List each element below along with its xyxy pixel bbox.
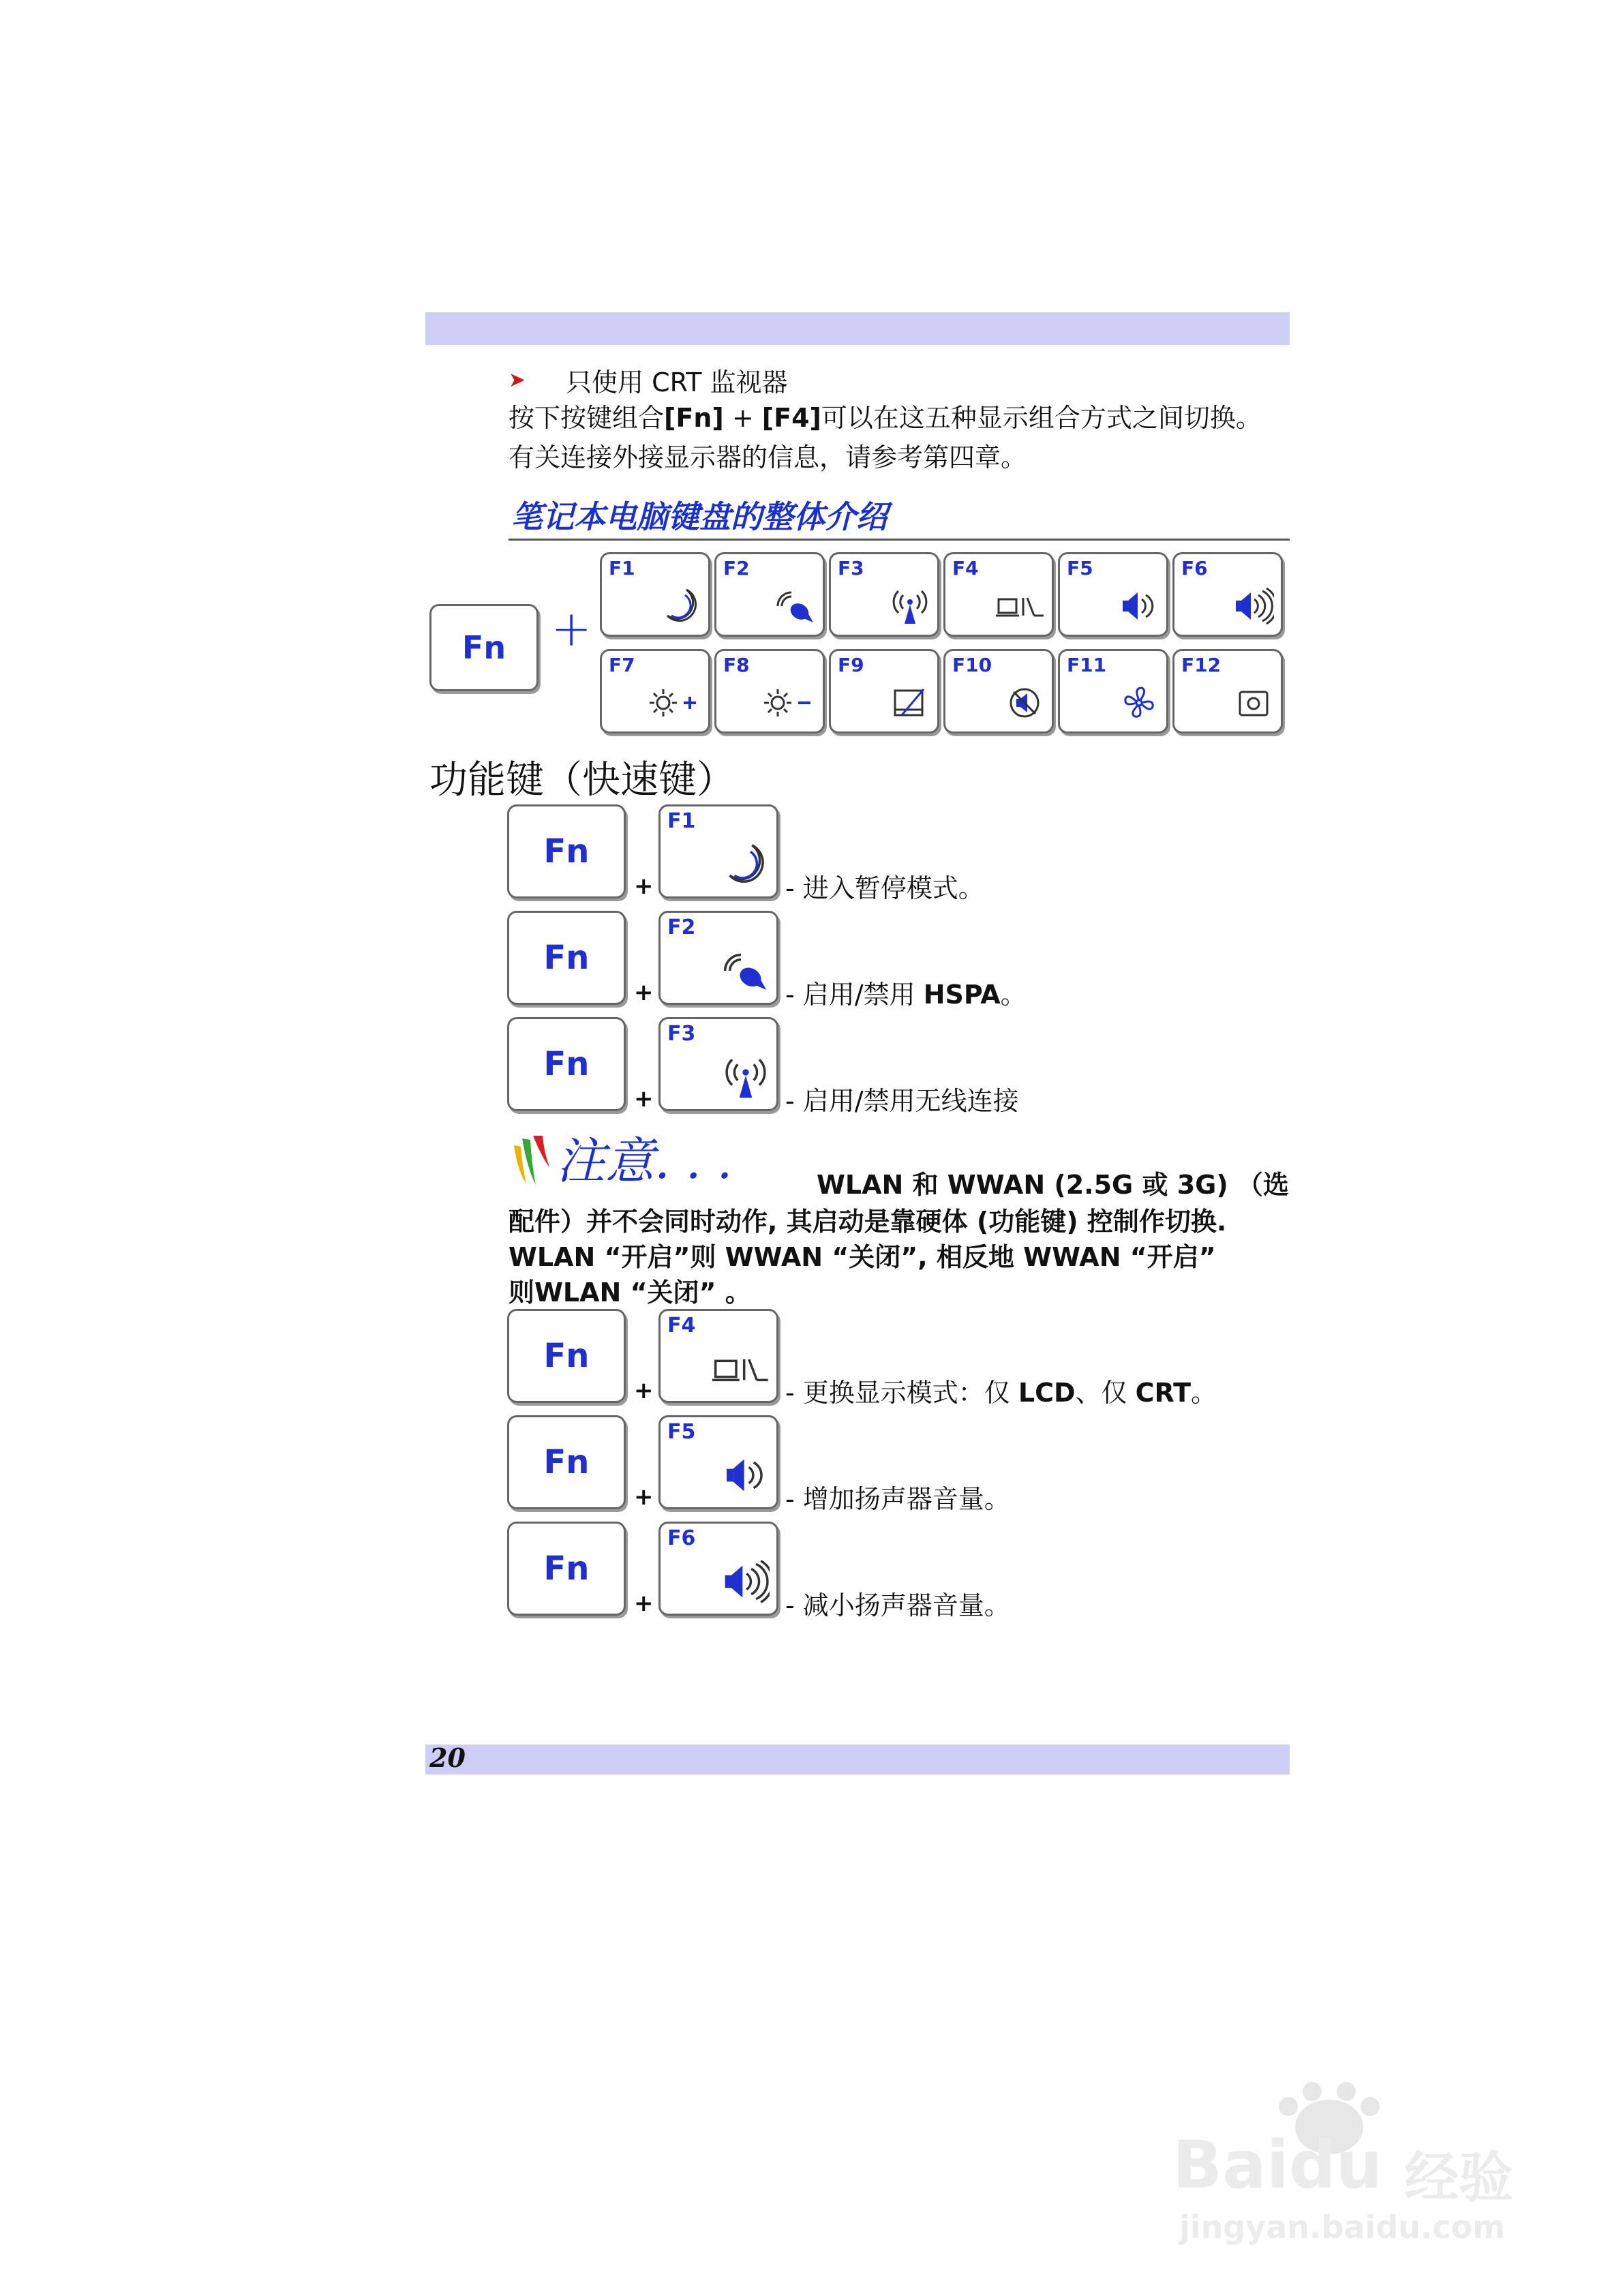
key-label: F5 (1067, 557, 1093, 579)
key-label: F2 (667, 916, 696, 939)
note-line-4: 则WLAN “关闭” 。 (509, 1278, 751, 1308)
fn-key-label: Fn (543, 1045, 590, 1083)
fn-key-label: Fn (543, 939, 590, 977)
description-part: CRT (1135, 1378, 1191, 1408)
note-logo-text: 注意. . . (556, 1132, 733, 1190)
overview-key-f9 (829, 649, 939, 734)
fn-key-label: Fn (543, 832, 590, 871)
note-line-2: 配件）并不会同时动作, 其启动是靠硬体 (功能键) 控制作切换. (509, 1207, 1227, 1237)
description-part: HSPA (923, 980, 1001, 1010)
overview-key-f3 (829, 552, 939, 637)
note-line-3: WLAN “开启”则 WWAN “关闭”, 相反地 WWAN “开启” (509, 1242, 1216, 1272)
speaker-low-icon (722, 1451, 770, 1502)
combo-key-f4 (658, 1309, 778, 1403)
wireless-icon (722, 1053, 770, 1104)
key-label: F11 (1067, 654, 1107, 676)
watermark-url: jingyan.baidu.com (1179, 2209, 1506, 2246)
combo-key-f2 (658, 911, 778, 1005)
key-label: F8 (723, 654, 750, 676)
combo-key-f6 (658, 1522, 778, 1616)
paragraph-line-1 (509, 398, 1292, 438)
hspa-icon (722, 947, 770, 997)
note-line-1: WLAN 和 WWAN (2.5G 或 3G) （选 (817, 1170, 1289, 1200)
section-title: 笔记本电脑键盘的整体介绍 (511, 498, 888, 535)
display-switch-icon (712, 1345, 770, 1395)
moon-icon (661, 586, 701, 629)
key-label: F7 (609, 654, 635, 676)
watermark-product: 经验 (1404, 2146, 1513, 2209)
header-band (425, 312, 1290, 345)
combo-key-f3 (658, 1017, 778, 1111)
combo-plus: + (634, 1085, 654, 1113)
speaker-high-icon (722, 1558, 770, 1608)
key-label: F4 (667, 1314, 696, 1338)
combo-description (785, 1372, 1217, 1409)
description-part: - 减小扬声器音量。 (785, 1590, 1010, 1620)
combo-fn-key (507, 1309, 626, 1403)
key-label: F2 (723, 557, 750, 579)
overview-key-f4 (943, 552, 1054, 637)
description-part: 。 (1191, 1378, 1217, 1408)
combo-fn-key (507, 1522, 626, 1616)
combo-description (785, 1584, 1010, 1622)
description-part: - 增加扬声器音量。 (785, 1484, 1010, 1514)
function-keys-heading: 功能键（快速键） (429, 758, 735, 802)
mute-icon (1004, 682, 1045, 726)
bullet-text: 只使用 CRT 监视器 (566, 367, 788, 397)
description-part: - 更换显示模式：仅 (785, 1378, 1018, 1408)
key-label: F9 (838, 654, 864, 676)
note-logo-icon (509, 1125, 781, 1193)
brightness-up-icon (644, 682, 701, 726)
overview-key-f8 (714, 649, 825, 734)
combo-plus: + (634, 979, 654, 1006)
combo-fn-key (507, 1415, 626, 1509)
key-label: F4 (952, 557, 979, 579)
overview-key-f1 (600, 552, 710, 637)
fn-key-label: Fn (543, 1550, 590, 1588)
baidu-watermark (1159, 2079, 1541, 2250)
key-label: F1 (667, 809, 696, 833)
para-text: 按下按键组合 (509, 403, 665, 433)
overview-key-f6 (1172, 552, 1283, 637)
paragraph-line-2: 有关连接外接显示器的信息，请参考第四章。 (509, 442, 1027, 472)
key-label: F3 (667, 1022, 696, 1046)
combo-description (785, 1080, 1019, 1117)
touchpad-icon (890, 682, 930, 726)
combo-fn-key (507, 911, 626, 1005)
speaker-low-icon (1119, 586, 1159, 629)
overview-key-f7 (600, 649, 710, 734)
overview-key-f10 (943, 649, 1054, 734)
combo-key-f5 (658, 1415, 778, 1509)
overview-plus: + (551, 600, 592, 657)
page-number: 20 (429, 1742, 466, 1773)
fn-key-label: Fn (543, 1443, 590, 1481)
combo-plus: + (634, 873, 654, 900)
hspa-icon (775, 586, 816, 629)
key-label: F12 (1181, 654, 1222, 676)
para-key-fn: [Fn] (664, 403, 724, 433)
brightness-down-icon (759, 682, 816, 726)
key-label: F5 (667, 1420, 696, 1444)
combo-key-f1 (658, 804, 778, 898)
key-label: F1 (609, 557, 635, 579)
para-key-f4: [F4] (761, 403, 821, 433)
overview-key-f2 (714, 552, 825, 637)
combo-description (785, 973, 1027, 1011)
key-label: F6 (1181, 557, 1208, 579)
description-part: 、仅 (1075, 1378, 1136, 1408)
combo-fn-key (507, 1017, 626, 1111)
key-label: F3 (838, 557, 864, 579)
description-part: - 启用/禁用 (785, 980, 924, 1010)
speaker-high-icon (1233, 586, 1274, 629)
section-divider (509, 539, 1290, 541)
description-part: - 进入暂停模式。 (785, 873, 984, 903)
camera-icon (1233, 682, 1274, 726)
display-switch-icon (996, 586, 1045, 629)
key-label: F10 (952, 654, 992, 676)
combo-plus: + (634, 1377, 654, 1404)
overview-key-f11 (1058, 649, 1168, 734)
key-label: F6 (667, 1526, 696, 1550)
wireless-icon (890, 586, 930, 629)
combo-plus: + (634, 1590, 654, 1617)
bullet-arrow-icon: ➤ (509, 368, 526, 392)
note-logo (509, 1125, 781, 1193)
moon-icon (722, 841, 770, 891)
description-part: LCD (1018, 1378, 1076, 1408)
description-part: - 启用/禁用无线连接 (785, 1086, 1019, 1116)
combo-description (785, 867, 984, 905)
combo-plus: + (634, 1483, 654, 1511)
combo-fn-key (507, 804, 626, 898)
para-text: 可以在这五种显示组合方式之间切换。 (821, 403, 1262, 433)
footer-band (425, 1744, 1290, 1774)
description-part: 。 (1000, 980, 1027, 1010)
para-plus: + (723, 403, 762, 433)
fn-key-label: Fn (543, 1337, 590, 1375)
combo-description (785, 1478, 1010, 1515)
watermark-brand: Baidu (1172, 2127, 1382, 2203)
overview-fn-key (429, 604, 539, 691)
overview-key-f5 (1058, 552, 1168, 637)
fan-icon (1119, 682, 1159, 726)
bullet-item (509, 361, 788, 399)
overview-key-f12 (1172, 649, 1283, 734)
fn-key-label: Fn (461, 629, 506, 666)
